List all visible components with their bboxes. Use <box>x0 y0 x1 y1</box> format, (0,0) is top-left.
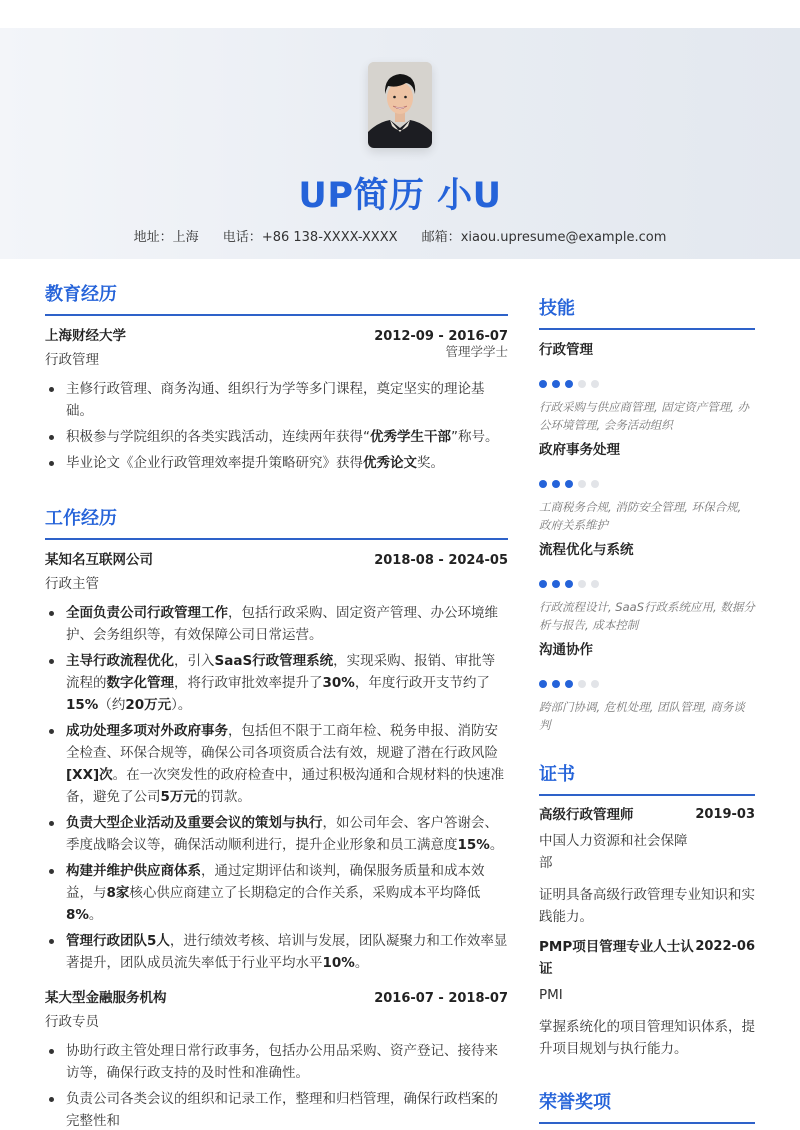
rating-dot-icon <box>539 580 547 588</box>
main-column <box>45 280 508 1130</box>
skill-keywords: 行政采购与供应商管理, 固定资产管理, 办公环境管理, 会务活动组织 <box>539 400 750 432</box>
rating-dot-icon <box>539 380 547 388</box>
certificate-description: 掌握系统化的项目管理知识体系，提升项目规划与执行能力。 <box>539 1019 755 1057</box>
section-title-skills: 技能 <box>539 294 755 330</box>
resume-header <box>0 28 800 259</box>
work-entry <box>45 986 508 1130</box>
honors-section <box>539 1088 755 1124</box>
rating-dot-icon <box>591 680 599 688</box>
skill-name: 政府事务处理 <box>539 442 620 458</box>
skill-rating <box>539 480 755 488</box>
skill-name: 沟通协作 <box>539 642 593 658</box>
work-date: 2016-07 - 2018-07 <box>374 991 508 1006</box>
rating-dot-icon <box>565 380 573 388</box>
skill-keywords: 行政流程设计, SaaS行政系统应用, 数据分析与报告, 成本控制 <box>539 600 755 632</box>
rating-dot-icon <box>539 680 547 688</box>
work-bullets <box>45 602 508 974</box>
section-title-work: 工作经历 <box>45 504 508 540</box>
education-date: 2012-09 - 2016-07 <box>374 329 508 344</box>
certificate-issuer: PMI <box>539 987 563 1003</box>
education-entry <box>45 324 508 474</box>
skill-item <box>539 338 755 434</box>
list-item: 构建并维护供应商体系，通过定期评估和谈判，确保服务质量和成本效益，与8家核心供应商建立了长期稳定的合作关系，采购成本平均降低8%。 <box>45 860 508 926</box>
job-title: 行政专员 <box>45 1014 99 1030</box>
work-entry <box>45 548 508 974</box>
certificate-item <box>539 936 755 1060</box>
degree: 管理学学士 <box>445 344 508 359</box>
rating-dot-icon <box>565 580 573 588</box>
list-item: 主修行政管理、商务沟通、组织行为学等多门课程，奠定坚实的理论基础。 <box>45 378 508 422</box>
list-item: 全面负责公司行政管理工作，包括行政采购、固定资产管理、办公环境维护、会务组织等，有效保障公司日常运营。 <box>45 602 508 646</box>
work-date: 2018-08 - 2024-05 <box>374 553 508 568</box>
certificate-name: 高级行政管理师 <box>539 807 634 823</box>
skill-name: 行政管理 <box>539 342 593 358</box>
rating-dot-icon <box>552 380 560 388</box>
skills-section <box>539 294 755 734</box>
rating-dot-icon <box>591 580 599 588</box>
skill-rating <box>539 380 755 388</box>
contact-address: 地址：上海 <box>133 230 199 245</box>
certificates-section <box>539 760 755 1060</box>
work-bullets <box>45 1040 508 1130</box>
contact-line <box>0 226 800 245</box>
list-item: 协助行政主管处理日常行政事务，包括办公用品采购、资产登记、接待来访等，确保行政支持的及时性和准确性。 <box>45 1040 508 1084</box>
list-item: 毕业论文《企业行政管理效率提升策略研究》获得优秀论文奖。 <box>45 452 508 474</box>
skill-name: 流程优化与系统 <box>539 542 634 558</box>
company-name: 某大型金融服务机构 <box>45 990 167 1006</box>
rating-dot-icon <box>552 680 560 688</box>
skill-keywords: 工商税务合规, 消防安全管理, 环保合规, 政府关系维护 <box>539 500 742 532</box>
certificates-list <box>539 804 755 1060</box>
sidebar-column <box>539 294 755 1130</box>
certificate-date: 2022-06 <box>695 939 755 954</box>
rating-dot-icon <box>552 580 560 588</box>
certificate-item <box>539 804 755 928</box>
work-section <box>45 504 508 1130</box>
rating-dot-icon <box>591 380 599 388</box>
section-title-honors: 荣誉奖项 <box>539 1088 755 1124</box>
skill-rating <box>539 680 755 688</box>
rating-dot-icon <box>539 480 547 488</box>
skill-rating <box>539 580 755 588</box>
certificate-date: 2019-03 <box>695 807 755 822</box>
school-name: 上海财经大学 <box>45 328 126 344</box>
major: 行政管理 <box>45 352 99 368</box>
skills-list <box>539 338 755 734</box>
list-item: 负责大型企业活动及重要会议的策划与执行，如公司年会、客户答谢会、季度战略会议等，确保活动顺利进行，提升企业形象和员工满意度15%。 <box>45 812 508 856</box>
candidate-name: UP简历 小U <box>298 176 502 216</box>
rating-dot-icon <box>552 480 560 488</box>
list-item: 主导行政流程优化，引入SaaS行政管理系统，实现采购、报销、审批等流程的数字化管理，将行政审批效率提升了30%，年度行政开支节约了15%（约20万元）。 <box>45 650 508 716</box>
section-title-education: 教育经历 <box>45 280 508 316</box>
rating-dot-icon <box>578 680 586 688</box>
list-item: 成功处理多项对外政府事务，包括但不限于工商年检、税务申报、消防安全检查、环保合规等，确保公司各项资质合法有效，规避了潜在行政风险[XX]次。在一次突发性的政府检查中，通过积极沟通和合规材料的快速准备，避免了公司5万元的罚款。 <box>45 720 508 808</box>
contact-email: 邮箱：xiaou.upresume@example.com <box>421 230 667 245</box>
person-photo-icon <box>368 62 432 148</box>
profile-photo <box>368 62 432 148</box>
rating-dot-icon <box>565 480 573 488</box>
certificate-name: PMP项目管理专业人士认证 <box>539 939 694 977</box>
certificate-issuer: 中国人力资源和社会保障部 <box>539 833 688 871</box>
education-section <box>45 280 508 474</box>
skill-item <box>539 538 755 634</box>
contact-phone: 电话：+86 138-XXXX-XXXX <box>222 230 398 245</box>
rating-dot-icon <box>578 380 586 388</box>
section-title-certificates: 证书 <box>539 760 755 796</box>
rating-dot-icon <box>591 480 599 488</box>
list-item: 管理行政团队5人，进行绩效考核、培训与发展，团队凝聚力和工作效率显著提升，团队成员流失率低于行业平均水平10%。 <box>45 930 508 974</box>
skill-item <box>539 638 755 734</box>
rating-dot-icon <box>578 480 586 488</box>
education-bullets <box>45 378 508 474</box>
certificate-description: 证明具备高级行政管理专业知识和实践能力。 <box>539 887 755 925</box>
list-item: 负责公司各类会议的组织和记录工作，整理和归档管理，确保行政档案的完整性和 <box>45 1088 508 1130</box>
list-item: 积极参与学院组织的各类实践活动，连续两年获得“优秀学生干部”称号。 <box>45 426 508 448</box>
rating-dot-icon <box>578 580 586 588</box>
skill-item <box>539 438 755 534</box>
company-name: 某知名互联网公司 <box>45 552 153 568</box>
skill-keywords: 跨部门协调, 危机处理, 团队管理, 商务谈判 <box>539 700 745 732</box>
rating-dot-icon <box>565 680 573 688</box>
job-title: 行政主管 <box>45 576 99 592</box>
